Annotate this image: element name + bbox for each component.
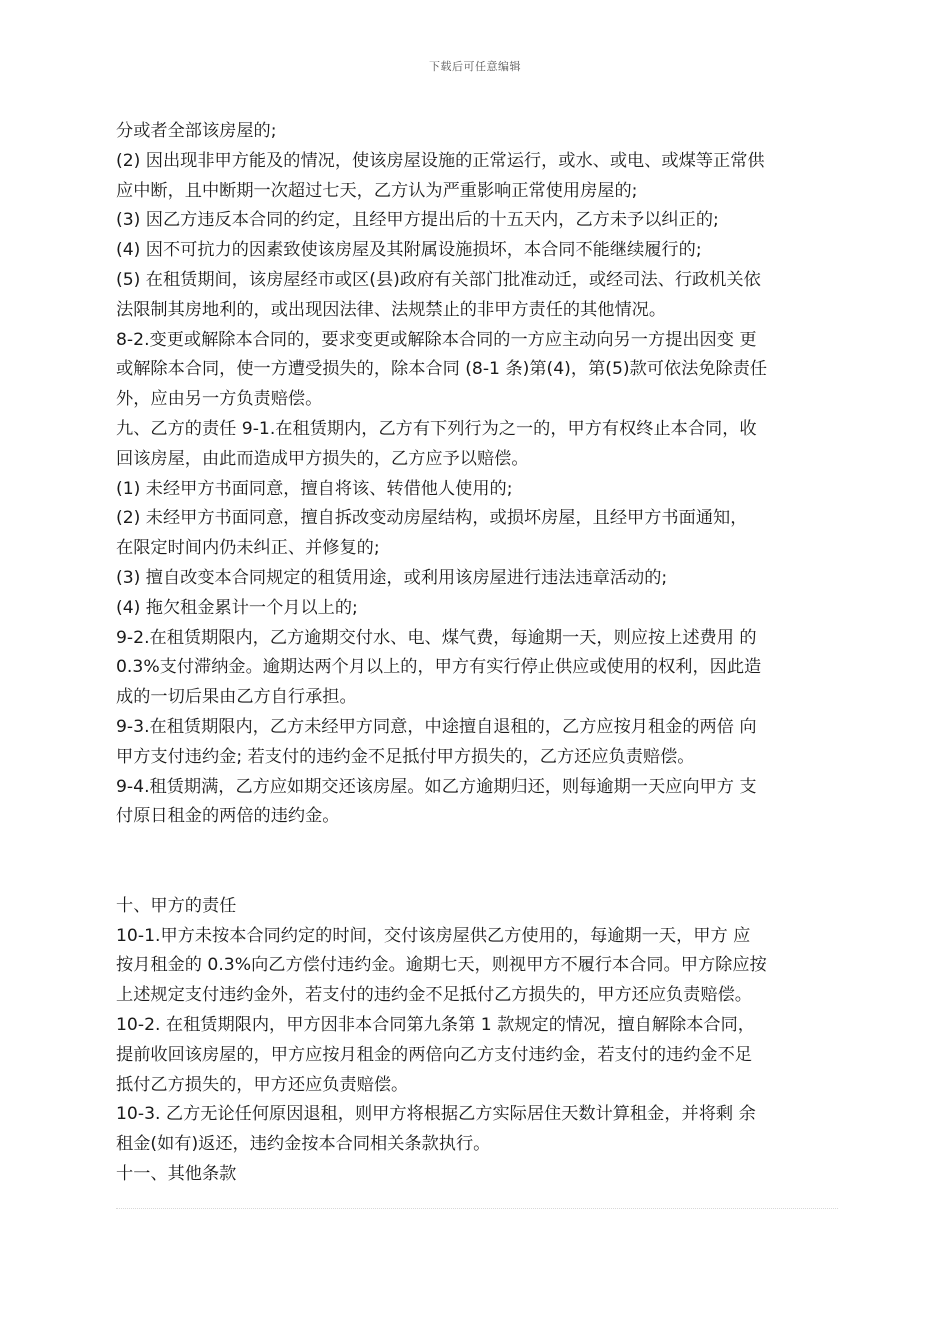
text-line: 按月租金的 0.3%向乙方偿付违约金。逾期七天，则视甲方不履行本合同。甲方除应按	[116, 955, 767, 976]
text-line: 8-2.变更或解除本合同的，要求变更或解除本合同的一方应主动向另一方提出因变 更	[116, 329, 757, 350]
document-body	[116, 117, 838, 1190]
text-line: 或解除本合同，使一方遭受损失的，除本合同 (8-1 条)第(4)，第(5)款可依法免除责任	[116, 359, 768, 380]
text-line: 外，应由另一方负责赔偿。	[116, 389, 323, 410]
text-line: 回该房屋，由此而造成甲方损失的，乙方应予以赔偿。	[116, 448, 529, 469]
text-line: 抵付乙方损失的，甲方还应负责赔偿。	[116, 1074, 409, 1095]
text-line: 分或者全部该房屋的;	[116, 121, 277, 141]
text-line: 法限制其房地利的，或出现因法律、法规禁止的非甲方责任的其他情况。	[116, 299, 667, 320]
text-line: 甲方支付违约金; 若支付的违约金不足抵付甲方损失的，乙方还应负责赔偿。	[116, 746, 695, 767]
text-line: 租金(如有)返还，违约金按本合同相关条款执行。	[116, 1134, 491, 1155]
text-line: (3) 擅自改变本合同规定的租赁用途，或利用该房屋进行违法违章活动的;	[116, 567, 668, 588]
text-line: 十一、其他条款	[116, 1163, 237, 1184]
text-line: 九、乙方的责任 9-1.在租赁期内，乙方有下列行为之一的，甲方有权终止本合同，收	[116, 418, 757, 439]
text-line: 上述规定支付违约金外，若支付的违约金不足抵付乙方损失的，甲方还应负责赔偿。	[116, 985, 752, 1006]
footer-divider	[116, 1208, 838, 1209]
text-line: (1) 未经甲方书面同意，擅自将该、转借他人使用的;	[116, 478, 513, 499]
text-line: 应中断，且中断期一次超过七天，乙方认为严重影响正常使用房屋的;	[116, 180, 638, 201]
text-line: 在限定时间内仍未纠正、并修复的;	[116, 538, 380, 559]
header-note: 下载后可任意编辑	[429, 60, 521, 73]
text-line: 9-3.在租赁期限内，乙方未经甲方同意，中途擅自退租的，乙方应按月租金的两倍 向	[116, 716, 757, 737]
blank-line	[116, 862, 838, 892]
text-line: 付原日租金的两倍的违约金。	[116, 806, 340, 827]
text-line: 10-2. 在租赁期限内，甲方因非本合同第九条第 1 款规定的情况，擅自解除本合同，	[116, 1014, 755, 1035]
text-line: 10-3. 乙方无论任何原因退租，则甲方将根据乙方实际居住天数计算租金，并将剩 余	[116, 1104, 756, 1125]
text-line: 0.3%支付滞纳金。逾期达两个月以上的，甲方有实行停止供应或使用的权利，因此造	[116, 657, 762, 678]
text-line: (3) 因乙方违反本合同的约定，且经甲方提出后的十五天内，乙方未予以纠正的;	[116, 210, 719, 231]
text-line: 提前收回该房屋的，甲方应按月租金的两倍向乙方支付违约金，若支付的违约金不足	[116, 1044, 752, 1065]
text-line: 十、甲方的责任	[116, 895, 237, 916]
text-line: (2) 未经甲方书面同意，擅自拆改变动房屋结构，或损坏房屋，且经甲方书面通知，	[116, 508, 748, 529]
text-line: (4) 因不可抗力的因素致使该房屋及其附属设施损坏，本合同不能继续履行的;	[116, 240, 702, 261]
text-line: (4) 拖欠租金累计一个月以上的;	[116, 597, 358, 618]
text-line: 成的一切后果由乙方自行承担。	[116, 687, 357, 708]
blank-line	[116, 832, 838, 862]
text-line: (5) 在租赁期间，该房屋经市或区(县)政府有关部门批准动迁，或经司法、行政机关依	[116, 269, 761, 290]
text-line: 10-1.甲方未按本合同约定的时间，交付该房屋供乙方使用的，每逾期一天，甲方 应	[116, 925, 751, 946]
text-line: (2) 因出现非甲方能及的情况，使该房屋设施的正常运行，或水、或电、或煤等正常供	[116, 150, 765, 171]
text-line: 9-4.租赁期满，乙方应如期交还该房屋。如乙方逾期归还，则每逾期一天应向甲方 支	[116, 776, 757, 797]
text-line: 9-2.在租赁期限内，乙方逾期交付水、电、煤气费，每逾期一天，则应按上述费用 的	[116, 627, 757, 648]
